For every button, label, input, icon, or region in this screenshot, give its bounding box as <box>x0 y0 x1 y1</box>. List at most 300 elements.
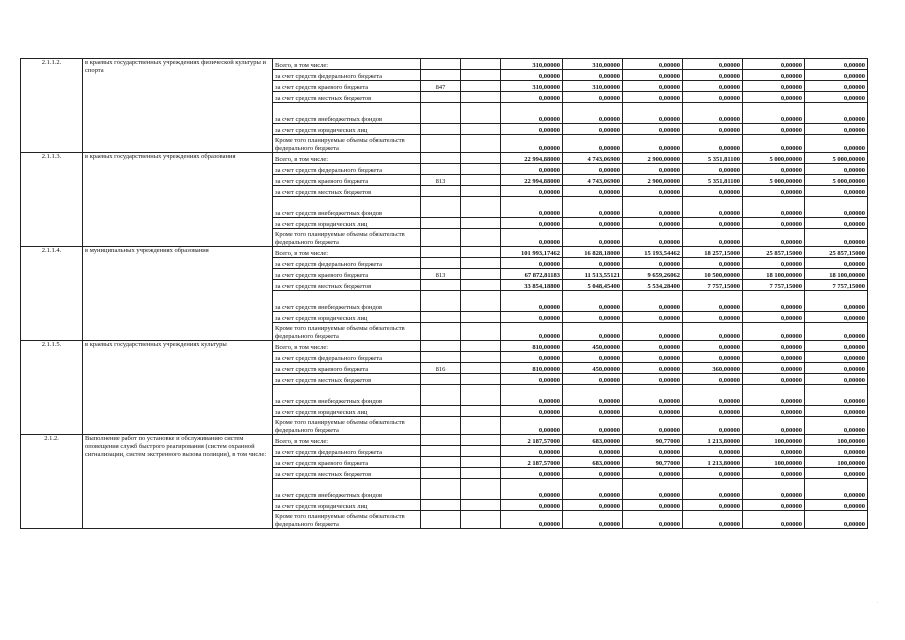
ministry-code: 847 <box>421 81 461 92</box>
year-amount: 0,00000 <box>623 323 683 341</box>
year-amount: 0,00000 <box>805 70 868 81</box>
year-amount: 0,00000 <box>563 103 623 124</box>
year-amount: 0,00000 <box>683 258 743 269</box>
blank-cell <box>461 103 501 124</box>
item-code: 2.1.1.5. <box>21 341 83 435</box>
total-amount: 0,00000 <box>501 197 563 218</box>
total-amount: 0,00000 <box>501 417 563 435</box>
ministry-code: 813 <box>421 269 461 280</box>
total-amount: 0,00000 <box>501 385 563 406</box>
year-amount: 0,00000 <box>805 186 868 197</box>
blank-cell <box>461 457 501 468</box>
year-amount: 0,00000 <box>743 218 805 229</box>
total-amount: 33 854,18800 <box>501 280 563 291</box>
year-amount: 0,00000 <box>743 479 805 500</box>
year-amount: 0,00000 <box>805 406 868 417</box>
year-amount: 0,00000 <box>683 479 743 500</box>
year-amount: 0,00000 <box>805 312 868 323</box>
blank-cell <box>461 363 501 374</box>
funding-source: за счет средств внебюджетных фондов <box>273 385 421 406</box>
year-amount: 0,00000 <box>683 511 743 529</box>
blank-cell <box>461 124 501 135</box>
year-amount: 450,00000 <box>563 363 623 374</box>
funding-source: за счет средств юридических лиц <box>273 124 421 135</box>
funding-source: за счет средств внебюджетных фондов <box>273 197 421 218</box>
blank-cell <box>461 186 501 197</box>
year-amount: 0,00000 <box>743 229 805 247</box>
total-amount: 0,00000 <box>501 323 563 341</box>
year-amount: 0,00000 <box>563 352 623 363</box>
year-amount: 0,00000 <box>563 218 623 229</box>
year-amount: 0,00000 <box>563 186 623 197</box>
year-amount: 0,00000 <box>563 312 623 323</box>
year-amount: 0,00000 <box>563 124 623 135</box>
blank-cell <box>461 341 501 352</box>
item-code: 2.1.2. <box>21 435 83 529</box>
year-amount: 0,00000 <box>683 323 743 341</box>
funding-source: за счет средств местных бюджетов <box>273 92 421 103</box>
year-amount: 0,00000 <box>623 164 683 175</box>
blank-cell <box>461 175 501 186</box>
year-amount: 9 659,26062 <box>623 269 683 280</box>
year-amount: 0,00000 <box>683 341 743 352</box>
year-amount: 0,00000 <box>805 374 868 385</box>
ministry-code <box>421 468 461 479</box>
ministry-code <box>421 291 461 312</box>
year-amount: 0,00000 <box>623 103 683 124</box>
blank-cell <box>461 385 501 406</box>
total-amount: 101 993,17462 <box>501 247 563 258</box>
year-amount: 5 351,81100 <box>683 153 743 164</box>
year-amount: 0,00000 <box>805 500 868 511</box>
year-amount: 0,00000 <box>683 468 743 479</box>
total-amount: 0,00000 <box>501 92 563 103</box>
year-amount: 0,00000 <box>623 92 683 103</box>
year-amount: 0,00000 <box>805 363 868 374</box>
year-amount: 0,00000 <box>563 258 623 269</box>
year-amount: 100,00000 <box>743 457 805 468</box>
year-amount: 0,00000 <box>623 218 683 229</box>
total-amount: 0,00000 <box>501 186 563 197</box>
total-amount: 0,00000 <box>501 135 563 153</box>
year-amount: 0,00000 <box>623 186 683 197</box>
funding-source: за счет средств федерального бюджета <box>273 70 421 81</box>
year-amount: 0,00000 <box>805 124 868 135</box>
ministry-code <box>421 406 461 417</box>
blank-cell <box>461 511 501 529</box>
funding-source: за счет средств внебюджетных фондов <box>273 291 421 312</box>
year-amount: 0,00000 <box>743 197 805 218</box>
blank-cell <box>461 479 501 500</box>
ministry-code <box>421 435 461 446</box>
year-amount: 0,00000 <box>743 258 805 269</box>
year-amount: 0,00000 <box>805 92 868 103</box>
year-amount: 0,00000 <box>683 312 743 323</box>
year-amount: 0,00000 <box>743 341 805 352</box>
year-amount: 0,00000 <box>805 417 868 435</box>
funding-source: за счет средств краевого бюджета <box>273 175 421 186</box>
funding-source: Всего, в том числе: <box>273 435 421 446</box>
year-amount: 0,00000 <box>805 135 868 153</box>
year-amount: 0,00000 <box>743 352 805 363</box>
year-amount: 0,00000 <box>623 468 683 479</box>
year-amount: 0,00000 <box>623 70 683 81</box>
year-amount: 0,00000 <box>623 363 683 374</box>
year-amount: 0,00000 <box>683 352 743 363</box>
ministry-code <box>421 479 461 500</box>
funding-source: за счет средств юридических лиц <box>273 312 421 323</box>
ministry-code <box>421 153 461 164</box>
year-amount: 0,00000 <box>683 70 743 81</box>
year-amount: 0,00000 <box>623 511 683 529</box>
blank-cell <box>461 446 501 457</box>
ministry-code <box>421 323 461 341</box>
year-amount: 0,00000 <box>805 511 868 529</box>
ministry-code: 816 <box>421 363 461 374</box>
blank-cell <box>461 323 501 341</box>
year-amount: 100,00000 <box>743 435 805 446</box>
year-amount: 0,00000 <box>683 291 743 312</box>
ministry-code <box>421 511 461 529</box>
year-amount: 100,00000 <box>805 457 868 468</box>
item-name: в краевых государственных учреждениях культуры <box>83 341 273 435</box>
year-amount: 0,00000 <box>743 186 805 197</box>
year-amount: 0,00000 <box>805 352 868 363</box>
ministry-code <box>421 417 461 435</box>
ministry-code <box>421 446 461 457</box>
year-amount: 0,00000 <box>623 500 683 511</box>
year-amount: 0,00000 <box>683 124 743 135</box>
year-amount: 0,00000 <box>563 229 623 247</box>
funding-source: за счет средств юридических лиц <box>273 218 421 229</box>
year-amount: 18 257,15000 <box>683 247 743 258</box>
blank-cell <box>461 70 501 81</box>
year-amount: 0,00000 <box>563 511 623 529</box>
total-amount: 0,00000 <box>501 164 563 175</box>
blank-cell <box>461 218 501 229</box>
year-amount: 0,00000 <box>563 446 623 457</box>
blank-cell <box>461 258 501 269</box>
year-amount: 0,00000 <box>805 218 868 229</box>
year-amount: 5 000,00000 <box>743 153 805 164</box>
total-amount: 0,00000 <box>501 479 563 500</box>
year-amount: 0,00000 <box>805 341 868 352</box>
total-amount: 0,00000 <box>501 312 563 323</box>
year-amount: 5 351,81100 <box>683 175 743 186</box>
funding-source: за счет средств внебюджетных фондов <box>273 103 421 124</box>
year-amount: 0,00000 <box>563 417 623 435</box>
year-amount: 2 900,00000 <box>623 153 683 164</box>
year-amount: 0,00000 <box>563 70 623 81</box>
total-amount: 0,00000 <box>501 70 563 81</box>
year-amount: 0,00000 <box>563 500 623 511</box>
year-amount: 0,00000 <box>805 446 868 457</box>
ministry-code <box>421 70 461 81</box>
total-amount: 0,00000 <box>501 229 563 247</box>
blank-cell <box>461 468 501 479</box>
year-amount: 0,00000 <box>563 164 623 175</box>
funding-source: за счет средств местных бюджетов <box>273 374 421 385</box>
total-amount: 0,00000 <box>501 468 563 479</box>
year-amount: 0,00000 <box>563 92 623 103</box>
blank-cell <box>461 197 501 218</box>
year-amount: 0,00000 <box>805 81 868 92</box>
total-amount: 0,00000 <box>501 291 563 312</box>
year-amount: 683,00000 <box>563 457 623 468</box>
funding-source: за счет средств краевого бюджета <box>273 269 421 280</box>
year-amount: 0,00000 <box>805 323 868 341</box>
year-amount: 5 000,00000 <box>805 153 868 164</box>
funding-source: Кроме того планируемые объемы обязательств федерального бюджета <box>273 323 421 341</box>
funding-source: за счет средств местных бюджетов <box>273 186 421 197</box>
year-amount: 0,00000 <box>683 417 743 435</box>
table-row <box>21 341 868 352</box>
year-amount: 0,00000 <box>623 258 683 269</box>
total-amount: 0,00000 <box>501 374 563 385</box>
year-amount: 0,00000 <box>805 291 868 312</box>
funding-source: за счет средств краевого бюджета <box>273 457 421 468</box>
ministry-code <box>421 247 461 258</box>
year-amount: 0,00000 <box>563 291 623 312</box>
ministry-code <box>421 218 461 229</box>
blank-cell <box>461 81 501 92</box>
table-row <box>21 59 868 70</box>
total-amount: 0,00000 <box>501 258 563 269</box>
year-amount: 5 048,45400 <box>563 280 623 291</box>
funding-source: за счет средств юридических лиц <box>273 500 421 511</box>
year-amount: 450,00000 <box>563 341 623 352</box>
total-amount: 310,00000 <box>501 59 563 70</box>
year-amount: 0,00000 <box>743 385 805 406</box>
year-amount: 0,00000 <box>743 363 805 374</box>
year-amount: 0,00000 <box>683 385 743 406</box>
year-amount: 0,00000 <box>683 59 743 70</box>
year-amount: 1 213,80000 <box>683 435 743 446</box>
year-amount: 10 500,00000 <box>683 269 743 280</box>
year-amount: 11 513,55121 <box>563 269 623 280</box>
year-amount: 7 757,15000 <box>683 280 743 291</box>
total-amount: 22 994,88000 <box>501 175 563 186</box>
year-amount: 0,00000 <box>683 197 743 218</box>
ministry-code <box>421 92 461 103</box>
total-amount: 0,00000 <box>501 511 563 529</box>
ministry-code <box>421 385 461 406</box>
blank-cell <box>461 352 501 363</box>
year-amount: 0,00000 <box>805 385 868 406</box>
total-amount: 310,00000 <box>501 81 563 92</box>
blank-cell <box>461 92 501 103</box>
year-amount: 310,00000 <box>563 81 623 92</box>
year-amount: 0,00000 <box>623 135 683 153</box>
funding-source: Кроме того планируемые объемы обязательств федерального бюджета <box>273 511 421 529</box>
year-amount: 5 000,00000 <box>743 175 805 186</box>
table-row <box>21 247 868 258</box>
ministry-code <box>421 229 461 247</box>
year-amount: 25 857,15000 <box>805 247 868 258</box>
year-amount: 0,00000 <box>623 406 683 417</box>
year-amount: 310,00000 <box>563 59 623 70</box>
year-amount: 2 900,00000 <box>623 175 683 186</box>
year-amount: 0,00000 <box>563 406 623 417</box>
year-amount: 25 857,15000 <box>743 247 805 258</box>
year-amount: 0,00000 <box>623 312 683 323</box>
blank-cell <box>461 435 501 446</box>
year-amount: 683,00000 <box>563 435 623 446</box>
year-amount: 0,00000 <box>563 374 623 385</box>
blank-cell <box>461 153 501 164</box>
ministry-code <box>421 164 461 175</box>
blank-cell <box>461 312 501 323</box>
item-name: Выполнение работ по установке и обслуживанию систем оповещения служб быстрого реагирования (систем охранной сигнализации, систем экстренного вызова полиции), в том числе: <box>83 435 273 529</box>
year-amount: 0,00000 <box>623 341 683 352</box>
year-amount: 0,00000 <box>623 291 683 312</box>
blank-cell <box>461 269 501 280</box>
year-amount: 0,00000 <box>743 417 805 435</box>
year-amount: 0,00000 <box>683 92 743 103</box>
year-amount: 100,00000 <box>805 435 868 446</box>
table-row <box>21 153 868 164</box>
blank-cell <box>461 417 501 435</box>
year-amount: 0,00000 <box>623 197 683 218</box>
year-amount: 0,00000 <box>805 197 868 218</box>
year-amount: 0,00000 <box>743 135 805 153</box>
year-amount: 0,00000 <box>743 92 805 103</box>
ministry-code <box>421 124 461 135</box>
year-amount: 0,00000 <box>563 385 623 406</box>
year-amount: 0,00000 <box>683 229 743 247</box>
year-amount: 7 757,15000 <box>805 280 868 291</box>
funding-source: Кроме того планируемые объемы обязательств федерального бюджета <box>273 135 421 153</box>
funding-source: за счет средств юридических лиц <box>273 406 421 417</box>
blank-cell <box>461 247 501 258</box>
year-amount: 0,00000 <box>805 103 868 124</box>
year-amount: 0,00000 <box>805 164 868 175</box>
year-amount: 0,00000 <box>563 323 623 341</box>
total-amount: 0,00000 <box>501 406 563 417</box>
funding-source: за счет средств местных бюджетов <box>273 468 421 479</box>
year-amount: 0,00000 <box>743 124 805 135</box>
year-amount: 0,00000 <box>563 468 623 479</box>
year-amount: 0,00000 <box>623 59 683 70</box>
total-amount: 22 994,88000 <box>501 153 563 164</box>
year-amount: 0,00000 <box>563 197 623 218</box>
item-code: 2.1.1.4. <box>21 247 83 341</box>
funding-source: за счет средств федерального бюджета <box>273 164 421 175</box>
blank-cell <box>461 280 501 291</box>
total-amount: 0,00000 <box>501 124 563 135</box>
year-amount: 0,00000 <box>805 229 868 247</box>
funding-source: Всего, в том числе: <box>273 341 421 352</box>
item-name: в краевых государственных учреждениях физической культуры и спорта <box>83 59 273 153</box>
ministry-code <box>421 457 461 468</box>
total-amount: 2 187,57000 <box>501 457 563 468</box>
year-amount: 0,00000 <box>805 479 868 500</box>
blank-cell <box>461 500 501 511</box>
year-amount: 360,00000 <box>683 363 743 374</box>
year-amount: 0,00000 <box>563 479 623 500</box>
year-amount: 1 213,80000 <box>683 457 743 468</box>
year-amount: 0,00000 <box>743 374 805 385</box>
year-amount: 0,00000 <box>623 352 683 363</box>
ministry-code <box>421 59 461 70</box>
year-amount: 0,00000 <box>683 218 743 229</box>
year-amount: 0,00000 <box>683 81 743 92</box>
funding-source: за счет средств внебюджетных фондов <box>273 479 421 500</box>
year-amount: 0,00000 <box>805 59 868 70</box>
blank-cell <box>461 59 501 70</box>
year-amount: 0,00000 <box>683 135 743 153</box>
year-amount: 0,00000 <box>623 229 683 247</box>
year-amount: 0,00000 <box>743 70 805 81</box>
total-amount: 0,00000 <box>501 218 563 229</box>
ministry-code <box>421 312 461 323</box>
ministry-code <box>421 186 461 197</box>
ministry-code <box>421 374 461 385</box>
ministry-code <box>421 280 461 291</box>
ministry-code: 813 <box>421 175 461 186</box>
funding-source: за счет средств краевого бюджета <box>273 363 421 374</box>
year-amount: 0,00000 <box>743 468 805 479</box>
year-amount: 0,00000 <box>683 164 743 175</box>
year-amount: 0,00000 <box>683 446 743 457</box>
funding-source: Всего, в том числе: <box>273 247 421 258</box>
ministry-code <box>421 341 461 352</box>
ministry-code <box>421 197 461 218</box>
blank-cell <box>461 135 501 153</box>
item-name: в муниципальных учреждениях образования <box>83 247 273 341</box>
funding-source: за счет средств местных бюджетов <box>273 280 421 291</box>
blank-cell <box>461 164 501 175</box>
year-amount: 0,00000 <box>805 468 868 479</box>
total-amount: 2 187,57000 <box>501 435 563 446</box>
blank-cell <box>461 374 501 385</box>
item-name: в краевых государственных учреждениях образования <box>83 153 273 247</box>
ministry-code <box>421 500 461 511</box>
item-code: 2.1.1.3. <box>21 153 83 247</box>
total-amount: 0,00000 <box>501 352 563 363</box>
ministry-code <box>421 352 461 363</box>
funding-source: Всего, в том числе: <box>273 59 421 70</box>
year-amount: 90,77000 <box>623 435 683 446</box>
funding-table <box>20 58 868 529</box>
year-amount: 0,00000 <box>683 374 743 385</box>
year-amount: 0,00000 <box>805 258 868 269</box>
year-amount: 0,00000 <box>683 103 743 124</box>
year-amount: 0,00000 <box>623 374 683 385</box>
year-amount: 90,77000 <box>623 457 683 468</box>
funding-source: за счет средств краевого бюджета <box>273 81 421 92</box>
funding-source: Кроме того планируемые объемы обязательств федерального бюджета <box>273 229 421 247</box>
year-amount: 0,00000 <box>743 511 805 529</box>
year-amount: 0,00000 <box>683 500 743 511</box>
year-amount: 0,00000 <box>743 103 805 124</box>
blank-cell <box>461 229 501 247</box>
year-amount: 0,00000 <box>623 479 683 500</box>
year-amount: 7 757,15000 <box>743 280 805 291</box>
year-amount: 0,00000 <box>683 186 743 197</box>
table-row <box>21 435 868 446</box>
year-amount: 0,00000 <box>563 135 623 153</box>
year-amount: 0,00000 <box>623 446 683 457</box>
year-amount: 0,00000 <box>743 323 805 341</box>
item-code: 2.1.1.2. <box>21 59 83 153</box>
funding-source: за счет средств федерального бюджета <box>273 352 421 363</box>
year-amount: 16 828,18000 <box>563 247 623 258</box>
year-amount: 5 534,28400 <box>623 280 683 291</box>
funding-source: Всего, в том числе: <box>273 153 421 164</box>
ministry-code <box>421 103 461 124</box>
total-amount: 0,00000 <box>501 446 563 457</box>
